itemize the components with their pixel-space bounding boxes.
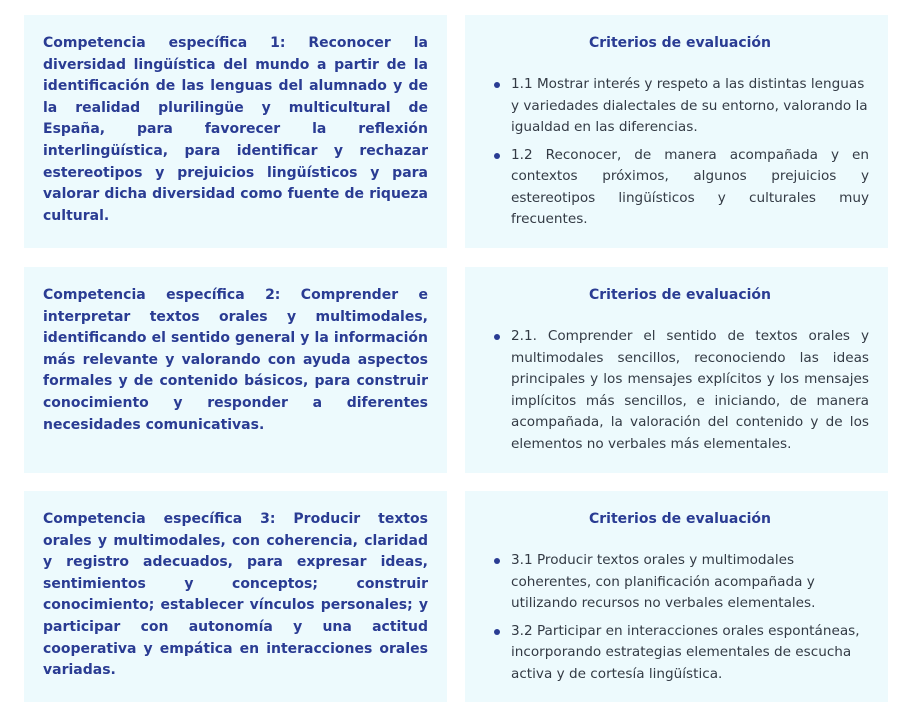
criterio-item: 1.1 Mostrar interés y respeto a las distintas lenguas y variedades dialectales de su entorno, valorando la igualdad en las diferencias. [511,74,869,139]
criterio-item: 3.1 Producir textos orales y multimodales coherentes, con planificación acompañada y utilizando recursos no verbales elementales. [511,550,869,615]
competencia-text: Competencia específica 1: Reconocer la diversidad lingüística del mundo a partir de la identificación de las lenguas del alumnado y de la realidad plurilingüe y multicultural de España, para favorecer la reflexión interlingüística, para identificar y rechazar estereotipos y prejuicios lingüísticos y para valorar dicha diversidad como fuente de riqueza cultural. [43,35,428,224]
bullet-icon [494,558,500,564]
criterios-list [491,74,869,231]
criterios-card-1 [465,15,888,248]
criterios-card-2 [465,267,888,473]
bullet-icon [494,153,500,159]
criterios-list [491,550,869,685]
criterios-title: Criterios de evaluación [588,35,772,51]
criterio-item: 1.2 Reconocer, de manera acompañada y en contextos próximos, algunos prejuicios y estereotipos lingüísticos y culturales muy frecuentes. [511,145,869,231]
criterio-item: 3.2 Participar en interacciones orales espontáneas, incorporando estrategias elementales de escucha activa y de cortesía lingüística. [511,621,869,686]
criterios-card-3 [465,491,888,702]
bullet-icon [494,334,500,340]
criterios-title: Criterios de evaluación [588,511,772,527]
competencia-text: Competencia específica 3: Producir textos orales y multimodales, con coherencia, claridad y registro adecuados, para expresar ideas, sentimientos y conceptos; construir conocimiento; establecer vínculos personales; y participar con autonomía y una actitud cooperativa y empática en interacciones orales variadas. [43,511,428,679]
competencia-text: Competencia específica 2: Comprender e interpretar textos orales y multimodales, identificando el sentido general y la información más relevante y valorando con ayuda aspectos formales y de contenido básicos, para construir conocimiento y responder a diferentes necesidades comunicativas. [43,287,428,433]
competencia-card-1 [24,15,447,248]
criterios-list [491,326,869,455]
bullet-icon [494,629,500,635]
competencia-card-2 [24,267,447,473]
bullet-icon [494,82,500,88]
competencia-card-3 [24,491,447,702]
criterio-item: 2.1. Comprender el sentido de textos orales y multimodales sencillos, reconociendo las ideas principales y los mensajes explícitos y los mensajes implícitos más sencillos, e iniciando, de manera acompañada, la valoración del contenido y de los elementos no verbales más elementales. [511,326,869,455]
criterios-title: Criterios de evaluación [588,287,772,303]
